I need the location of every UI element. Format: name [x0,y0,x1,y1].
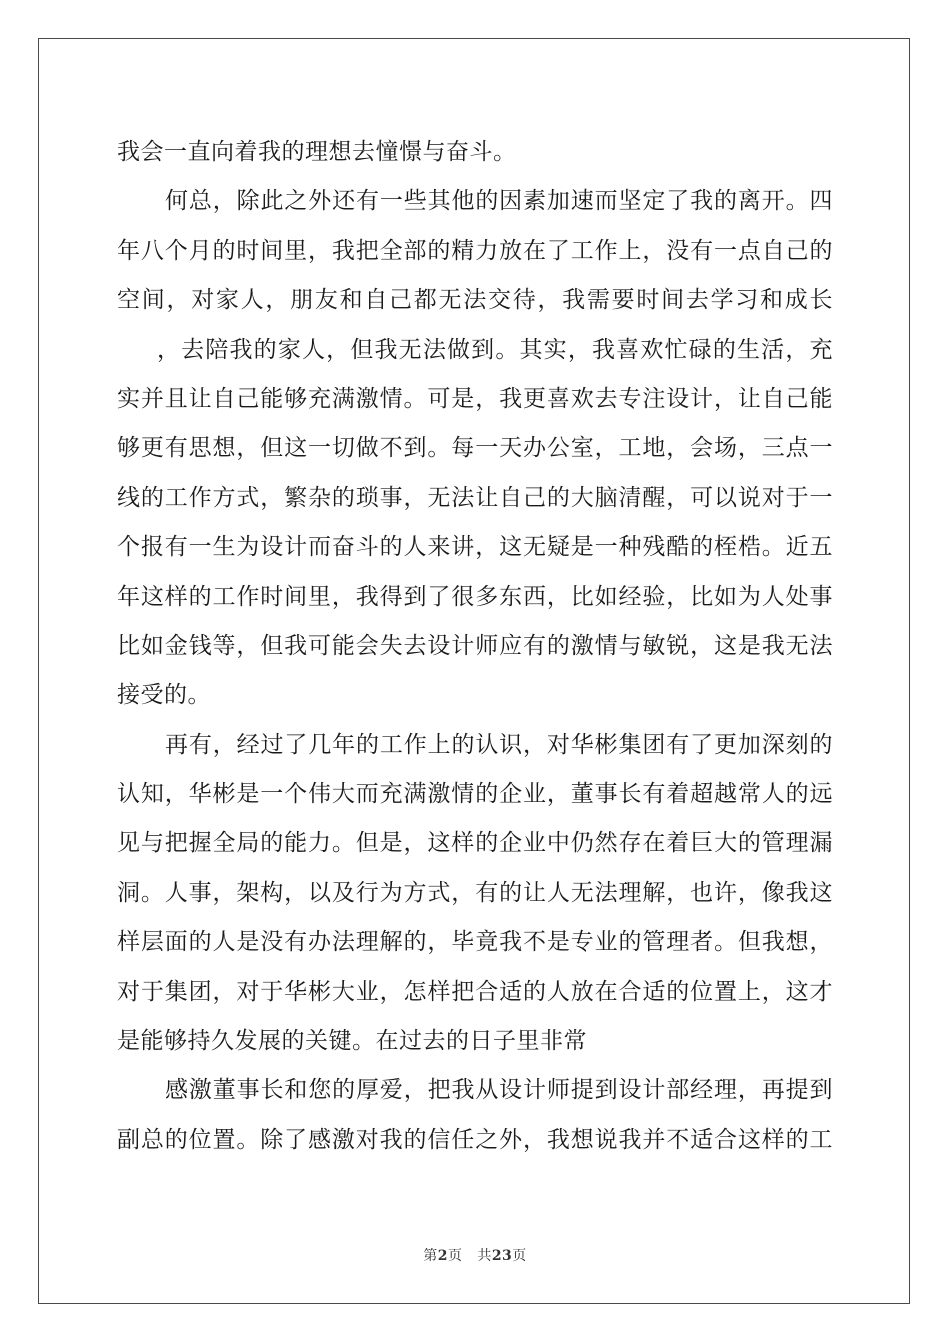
text-line: 副总的位置。除了感激对我的信任之外，我想说我并不适合这样的工 [117,1126,833,1153]
text-line: 对于集团，对于华彬大业，怎样把合适的人放在合适的位置上，这才 [117,978,833,1005]
text-line: 实并且让自己能够充满激情。可是，我更喜欢去专注设计，让自己能 [117,385,833,412]
footer-total-prefix: 共 [477,1248,492,1264]
text-line: 再有，经过了几年的工作上的认识，对华彬集团有了更加深刻的 [165,731,833,758]
text-line: 空间，对家人，朋友和自己都无法交待，我需要时间去学习和成长 [117,287,833,314]
text-line: 感激董事长和您的厚爱，把我从设计师提到设计部经理，再提到 [165,1077,833,1104]
text-line: 洞。人事，架构，以及行为方式，有的让人无法理解，也许，像我这 [117,879,833,906]
text-line: 线的工作方式，繁杂的琐事，无法让自己的大脑清醒，可以说对于一 [117,484,833,511]
footer-total-unit: 页 [512,1248,527,1264]
text-line: 年八个月的时间里，我把全部的精力放在了工作上，没有一点自己的 [117,237,833,264]
page-footer [0,1245,950,1265]
text-line: 年这样的工作时间里，我得到了很多东西，比如经验，比如为人处事 [117,583,833,610]
text-line: 样层面的人是没有办法理解的，毕竟我不是专业的管理者。但我想， [117,929,833,956]
text-line: 是能够持久发展的关键。在过去的日子里非常 [117,1028,587,1055]
text-line: 何总，除此之外还有一些其他的因素加速而坚定了我的离开。四 [165,188,833,215]
footer-prefix: 第 [423,1248,438,1264]
text-line: 见与把握全局的能力。但是，这样的企业中仍然存在着巨大的管理漏 [117,830,833,857]
text-line: ，去陪我的家人，但我无法做到。其实，我喜欢忙碌的生活，充 [157,336,833,363]
body-text [117,128,833,1165]
text-line: 我会一直向着我的理想去憧憬与奋斗。 [117,139,517,165]
text-line: 接受的。 [117,682,211,709]
text-line: 比如金钱等，但我可能会失去设计师应有的激情与敏锐，这是我无法 [117,632,833,659]
text-line: 认知，华彬是一个伟大而充满激情的企业，董事长有着超越常人的远 [117,781,833,808]
current-page-number: 2 [437,1248,448,1264]
text-line: 个报有一生为设计而奋斗的人来讲，这无疑是一种残酷的桎梏。近五 [117,534,833,561]
footer-page-unit: 页 [447,1248,463,1264]
text-line: 够更有思想，但这一切做不到。每一天办公室，工地，会场，三点一 [117,435,833,462]
total-page-number: 23 [491,1248,513,1264]
